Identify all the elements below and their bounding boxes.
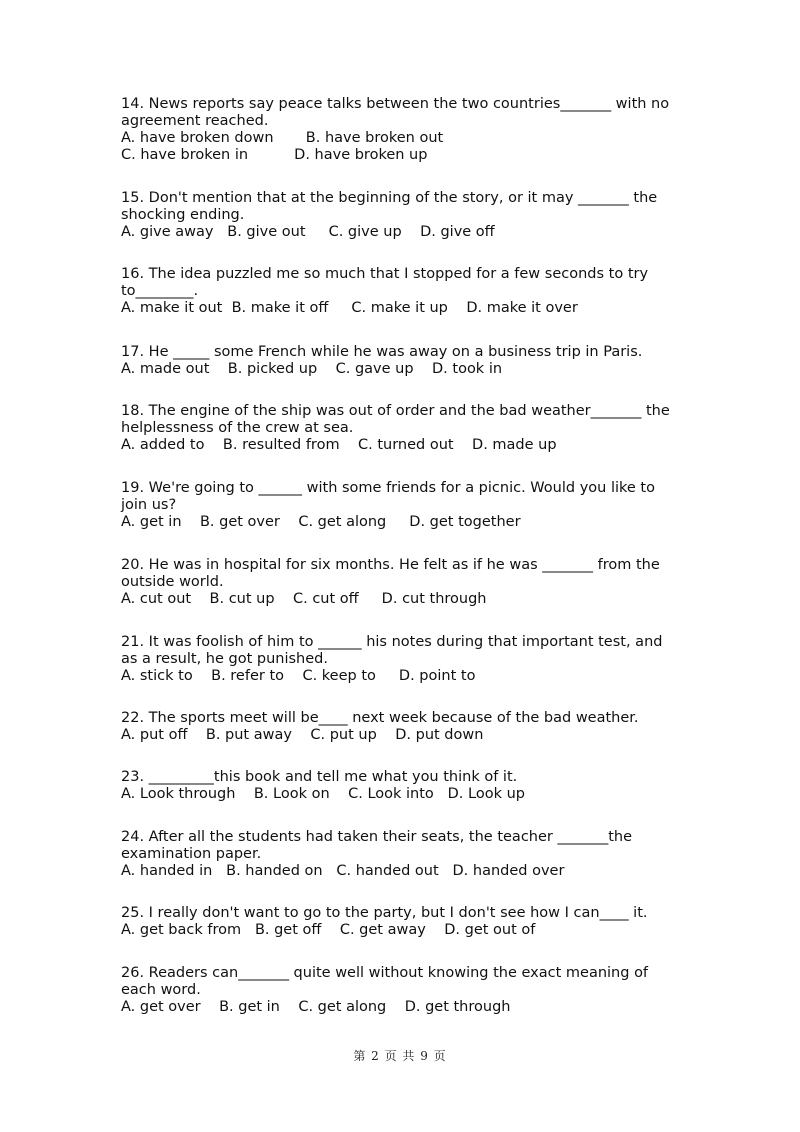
question-stem: 22. The sports meet will be____ next week because of the bad weather. [121,710,639,726]
question-stem-continued: join us? [121,497,177,513]
question-stem: 19. We're going to ______ with some friends for a picnic. Would you like to [121,480,655,496]
answer-options: A. put off B. put away C. put up D. put down [121,727,484,743]
question-stem-continued: to________. [121,283,199,299]
question-stem: 14. News reports say peace talks between the two countries_______ with no [121,96,670,112]
answer-options: A. get back from B. get off C. get away D. get out of [121,922,536,938]
page-footer: 第 2 页 共 9 页 [353,1049,447,1063]
answer-options: A. make it out B. make it off C. make it up D. make it over [121,300,578,316]
question-stem: 18. The engine of the ship was out of order and the bad weather_______ the [121,403,670,419]
answer-options: A. stick to B. refer to C. keep to D. point to [121,668,476,684]
question-stem: 17. He _____ some French while he was away on a business trip in Paris. [121,344,643,360]
question-stem: 24. After all the students had taken their seats, the teacher _______the [121,829,633,845]
question-stem-continued: helplessness of the crew at sea. [121,420,354,436]
question-16 [121,266,648,317]
answer-options: A. get in B. get over C. get along D. get together [121,514,521,530]
question-stem: 25. I really don't want to go to the party, but I don't see how I can____ it. [121,905,648,921]
question-stem-continued: examination paper. [121,846,262,862]
question-24 [121,829,632,880]
question-stem-continued: as a result, he got punished. [121,651,328,667]
question-stem: 23. _________this book and tell me what you think of it. [121,769,518,785]
question-22 [121,710,639,744]
question-stem: 16. The idea puzzled me so much that I stopped for a few seconds to try [121,266,649,282]
question-19 [121,480,655,531]
question-20 [121,557,660,608]
question-21 [121,634,662,685]
question-stem: 15. Don't mention that at the beginning of the story, or it may _______ the [121,190,658,206]
question-17 [121,344,642,378]
answer-options: A. get over B. get in C. get along D. get through [121,999,511,1015]
answer-options: A. added to B. resulted from C. turned out D. made up [121,437,557,453]
answer-options: A. Look through B. Look on C. Look into D. Look up [121,786,525,802]
answer-options: A. handed in B. handed on C. handed out D. handed over [121,863,565,879]
answer-options: A. have broken down B. have broken out [121,130,444,146]
question-18 [121,403,670,454]
answer-options: A. made out B. picked up C. gave up D. took in [121,361,503,377]
question-23 [121,769,525,803]
answer-options: C. have broken in D. have broken up [121,147,428,163]
answer-options: A. cut out B. cut up C. cut off D. cut through [121,591,487,607]
question-15 [121,190,657,241]
question-25 [121,905,648,939]
question-stem-continued: each word. [121,982,201,998]
question-14 [121,96,669,164]
question-stem-continued: shocking ending. [121,207,245,223]
question-stem-continued: outside world. [121,574,224,590]
question-stem: 21. It was foolish of him to ______ his notes during that important test, and [121,634,663,650]
question-26 [121,965,648,1016]
question-stem: 26. Readers can_______ quite well without knowing the exact meaning of [121,965,649,981]
question-stem: 20. He was in hospital for six months. He felt as if he was _______ from the [121,557,660,573]
question-stem-continued: agreement reached. [121,113,269,129]
answer-options: A. give away B. give out C. give up D. give off [121,224,495,240]
